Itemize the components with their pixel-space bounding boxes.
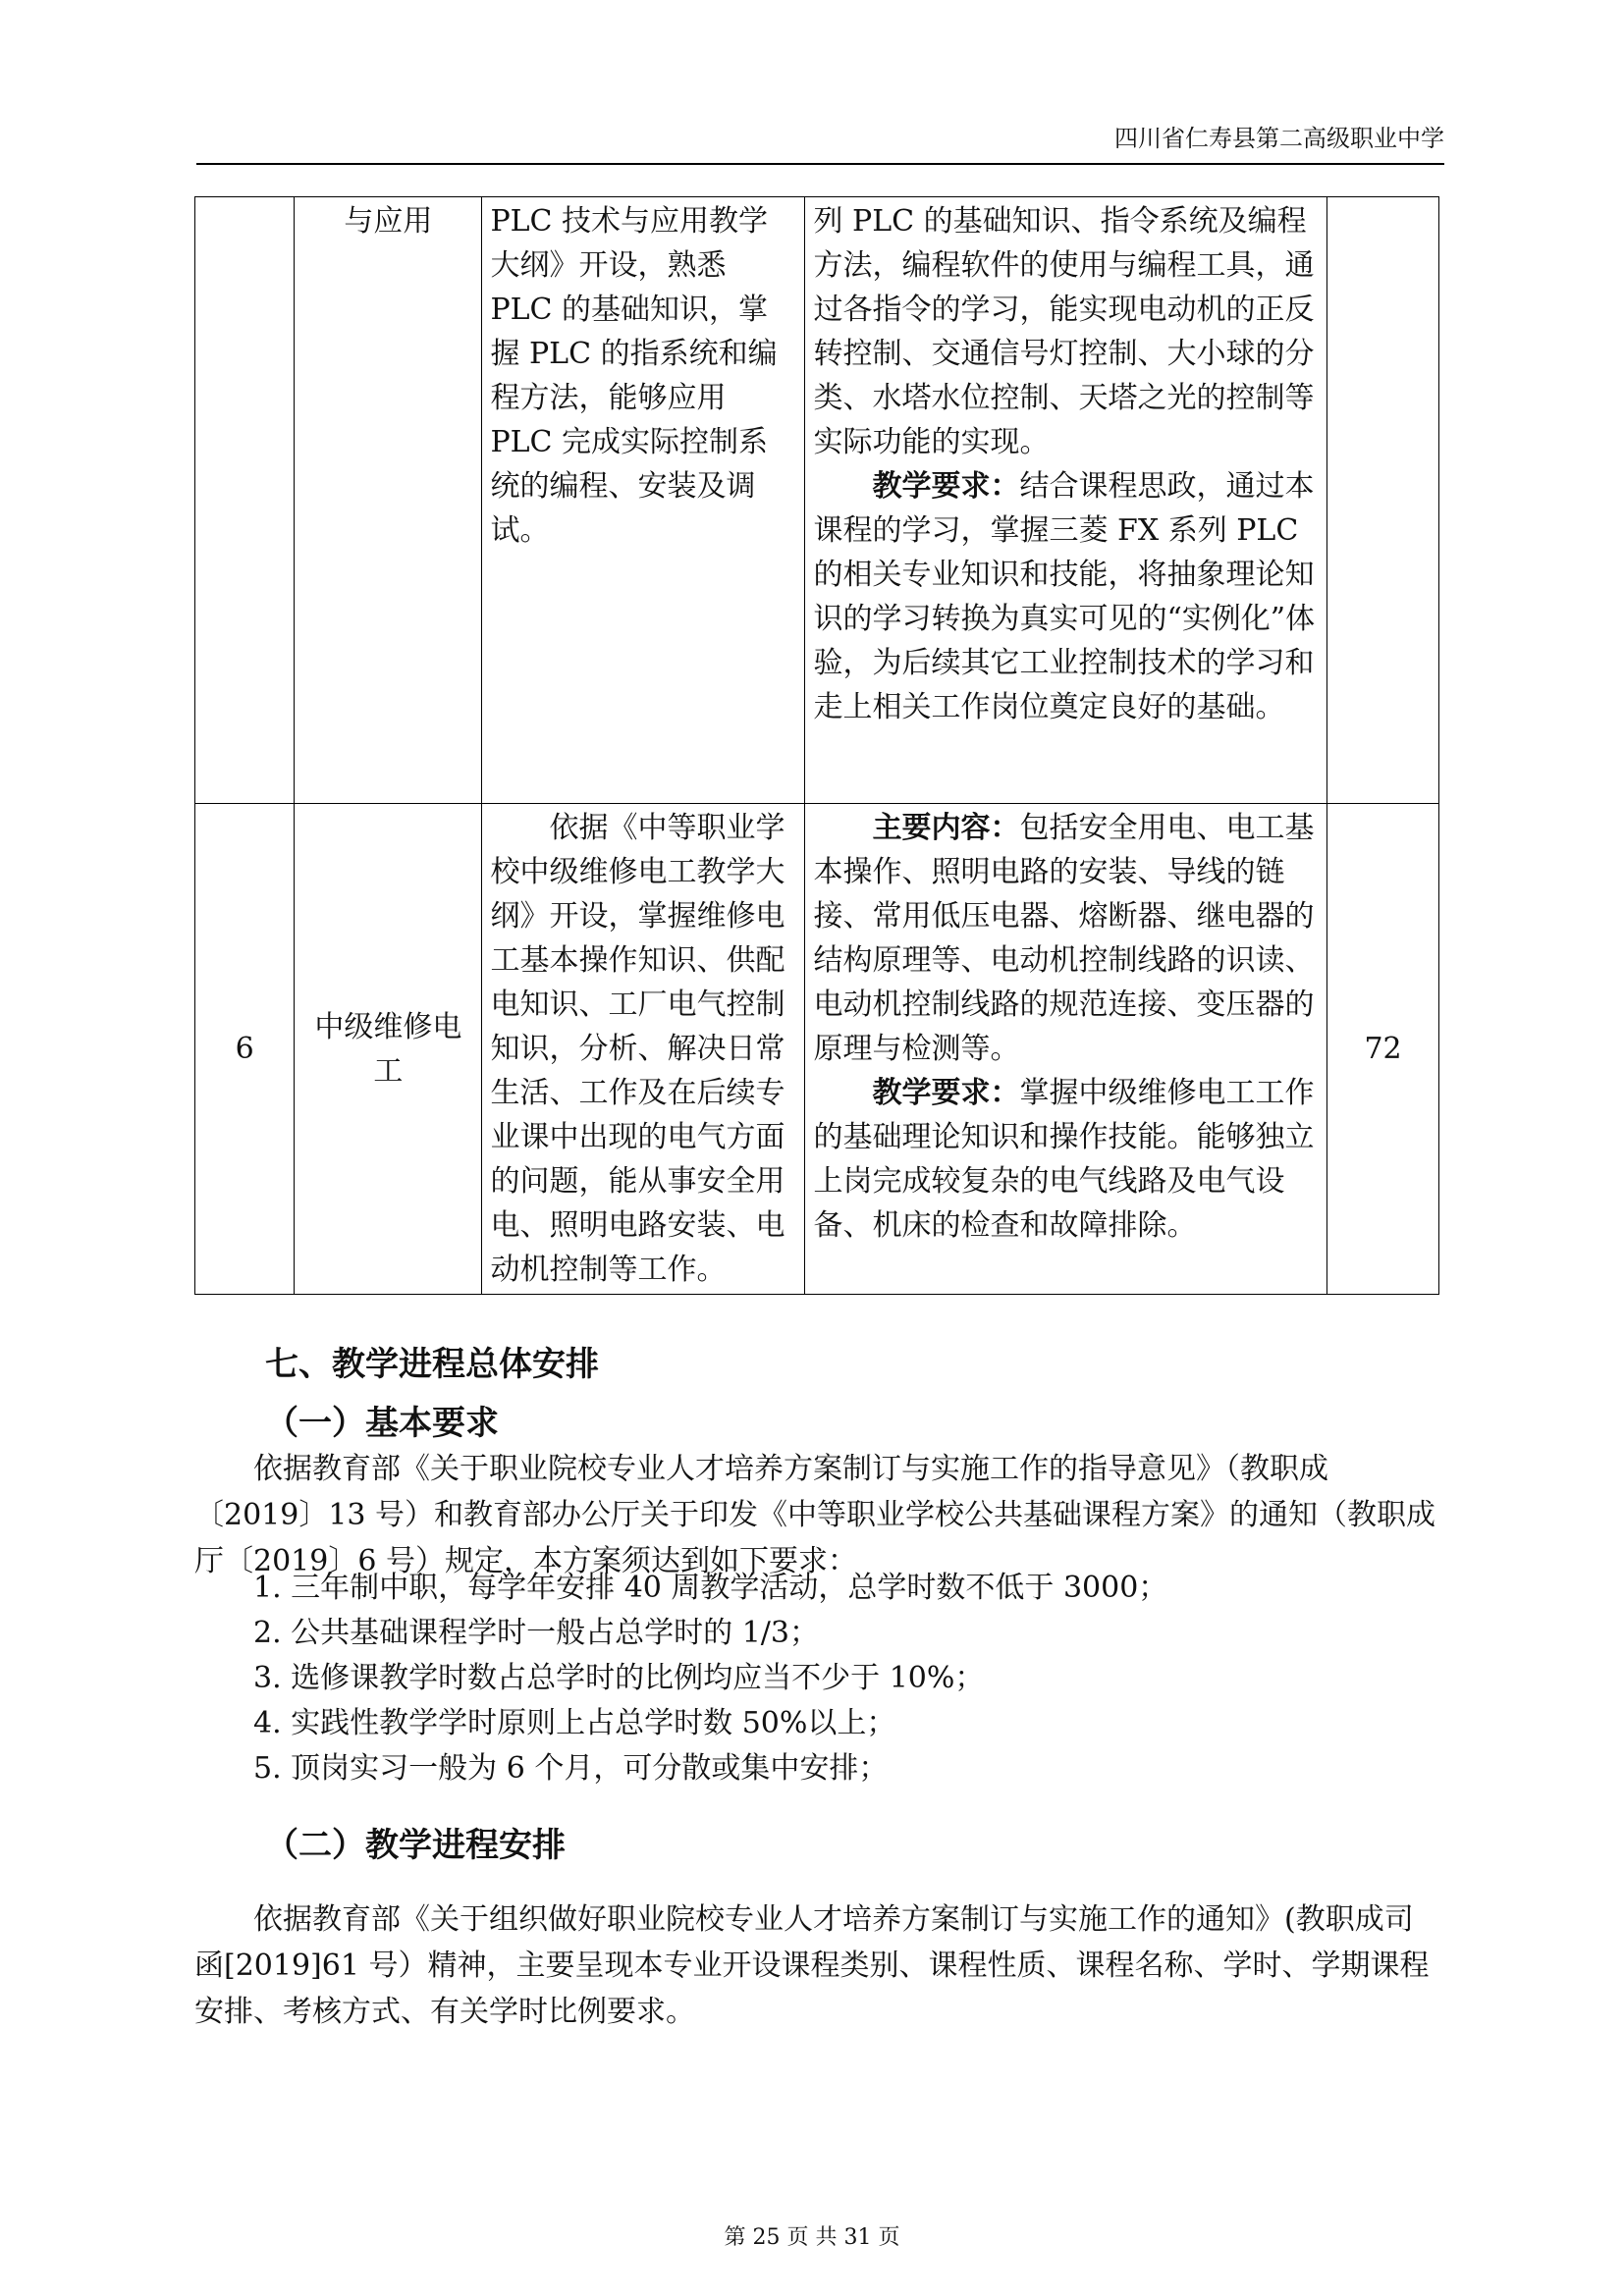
teaching-requirement [813,464,1319,729]
list-item: 1. 三年制中职，每学年安排 40 周教学活动，总学时数不低于 3000； [253,1571,1168,1605]
list-item: 4. 实践性教学学时原则上占总学时数 50%以上； [253,1706,896,1740]
req-label: 教学要求： [872,469,1020,504]
row-index: 6 [195,804,295,1295]
course-content [805,197,1327,804]
list-item: 5. 顶岗实习一般为 6 个月，可分散或集中安排； [253,1751,889,1786]
paragraph-text: 依据教育部《关于职业院校专业人才培养方案制订与实施工作的指导意见》（教职成〔2019〕13 号）和教育部办公厅关于印发《中等职业学校公共基础课程方案》的通知（教职成厅〔2019〕6 号）规定，本方案须达到如下要求： [194,1452,1436,1578]
list-item: 2. 公共基础课程学时一般占总学时的 1/3； [253,1616,819,1650]
table-row [195,197,1439,804]
table-row [195,804,1439,1295]
requirement-list [253,1566,1167,1791]
paragraph [194,1896,1441,2035]
subsection-title: （二）教学进程安排 [265,1826,566,1865]
course-name: 中级维修电工 [295,804,482,1295]
row-index [195,197,295,804]
course-objective: 依据《中等职业学校中级维修电工教学大纲》开设，掌握维修电工基本操作知识、供配电知识、工厂电气控制知识，分析、解决日常生活、工作及在后续专业课中出现的电气方面的问题，能从事安全用电、照明电路安装、电动机控制等工作。 [482,804,805,1295]
list-item: 3. 选修课教学时数占总学时的比例均应当不少于 10%； [253,1661,985,1695]
req-text: 结合课程思政，通过本课程的学习，掌握三菱 FX 系列 PLC 的相关专业知识和技能，将抽象理论知识的学习转换为真实可见的“实例化”体验，为后续其它工业控制技术的学习和走上相关工作岗位奠定良好的基础。 [813,469,1316,724]
req-label: 教学要求： [872,1076,1020,1110]
section-title: 七、教学进程总体安排 [265,1345,599,1384]
page-footer: 第 25 页 共 31 页 [724,2225,900,2250]
main-label: 主要内容： [872,811,1020,845]
main-content [813,806,1319,1071]
course-content [805,804,1327,1295]
paragraph [194,1446,1441,1584]
course-objective: PLC 技术与应用教学大纲》开设，熟悉 PLC 的基础知识，掌握 PLC 的指系统和编程方法，能够应用 PLC 完成实际控制系统的编程、安装及调试。 [482,197,805,804]
teaching-requirement [813,1071,1319,1248]
course-hours: 72 [1327,804,1439,1295]
paragraph-text: 依据教育部《关于组织做好职业院校专业人才培养方案制订与实施工作的通知》(教职成司函[2019]61 号）精神，主要呈现本专业开设课程类别、课程性质、课程名称、学时、学期课程安排、考核方式、有关学时比例要求。 [194,1902,1430,2029]
page-header [196,114,1444,165]
course-hours [1327,197,1439,804]
school-name: 四川省仁寿县第二高级职业中学 [1114,125,1444,152]
subsection-title: （一）基本要求 [265,1404,499,1443]
content-text: 列 PLC 的基础知识、指令系统及编程方法，编程软件的使用与编程工具，通过各指令的学习，能实现电动机的正反转控制、交通信号灯控制、大小球的分类、水塔水位控制、天塔之光的控制等实际功能的实现。 [813,204,1315,459]
main-text: 包括安全用电、电工基本操作、照明电路的安装、导线的链接、常用低压电器、熔断器、继电器的结构原理等、电动机控制线路的识读、电动机控制线路的规范连接、变压器的原理与检测等。 [813,811,1315,1066]
course-name: 与应用 [295,197,482,804]
course-table [194,196,1439,1295]
req-text: 掌握中级维修电工工作的基础理论知识和操作技能。能够独立上岗完成较复杂的电气线路及电气设备、机床的检查和故障排除。 [813,1076,1315,1243]
